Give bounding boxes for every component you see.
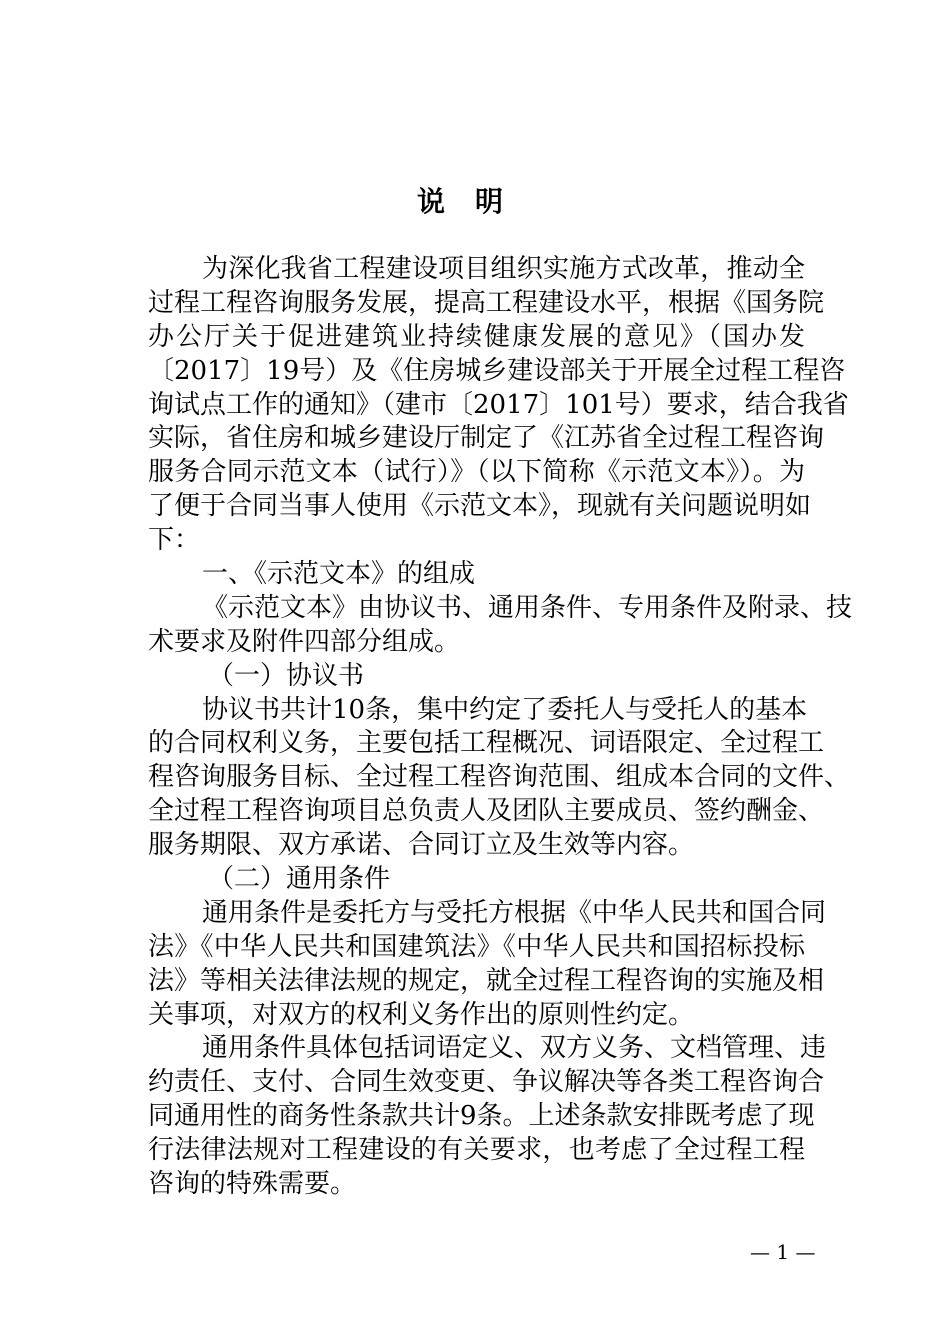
subsection-heading: （二）通用条件 <box>208 864 391 895</box>
text-line: 过程工程咨询服务发展，提高工程建设水平，根据《国务院 <box>148 287 825 318</box>
page-number: — 1 — <box>750 1240 816 1264</box>
text-line: 《示范文本》由协议书、通用条件、专用条件及附录、技 <box>202 592 853 623</box>
text-line: 法》《中华人民共和国建筑法》《中华人民共和国招标投标 <box>148 931 805 962</box>
text-line: 办公厅关于促进建筑业持续健康发展的意见》（国办发 <box>148 321 805 352</box>
text-line: 询试点工作的通知》（建市〔2017〕101号）要求，结合我省 <box>148 389 849 420</box>
section-heading: 一、《示范文本》的组成 <box>202 559 476 590</box>
text-line: 的合同权利义务，主要包括工程概况、词语限定、全过程工 <box>148 728 825 759</box>
text-line: 〔2017〕19号）及《住房城乡建设部关于开展全过程工程咨 <box>148 355 846 386</box>
text-line: 服务合同示范文本（试行）》（以下简称《示范文本》）。为 <box>148 457 805 488</box>
text-line: 行法律法规对工程建设的有关要求，也考虑了全过程工程 <box>148 1135 805 1166</box>
text-line: 为深化我省工程建设项目组织实施方式改革，推动全 <box>202 254 805 284</box>
text-line: 协议书共计10条，集中约定了委托人与受托人的基本 <box>202 694 808 725</box>
text-line: 同通用性的商务性条款共计9条。上述条款安排既考虑了现 <box>148 1101 815 1132</box>
subsection-heading: （一）协议书 <box>208 660 365 691</box>
text-line: 下： <box>148 525 201 556</box>
text-line: 服务期限、双方承诺、合同订立及生效等内容。 <box>148 830 695 861</box>
text-line: 关事项，对双方的权利义务作出的原则性约定。 <box>148 999 695 1030</box>
text-line: 了便于合同当事人使用《示范文本》，现就有关问题说明如 <box>148 491 812 522</box>
text-line: 法》等相关法律法规的规定，就全过程工程咨询的实施及相 <box>148 965 825 996</box>
text-line: 通用条件具体包括词语定义、双方义务、文档管理、违 <box>202 1033 827 1064</box>
text-line: 通用条件是委托方与受托方根据《中华人民共和国合同 <box>202 897 827 928</box>
text-line: 咨询的特殊需要。 <box>148 1169 357 1200</box>
document-body <box>148 253 853 1202</box>
text-line: 程咨询服务目标、全过程工程咨询范围、组成本合同的文件、 <box>148 762 851 793</box>
text-line: 术要求及附件四部分组成。 <box>148 626 461 657</box>
text-line: 全过程工程咨询项目总负责人及团队主要成员、签约酬金、 <box>148 796 825 827</box>
text-line: 实际，省住房和城乡建设厅制定了《江苏省全过程工程咨询 <box>148 423 825 454</box>
document-title: 说明 <box>416 185 533 218</box>
text-line: 约责任、支付、合同生效变更、争议解决等各类工程咨询合 <box>148 1067 825 1098</box>
